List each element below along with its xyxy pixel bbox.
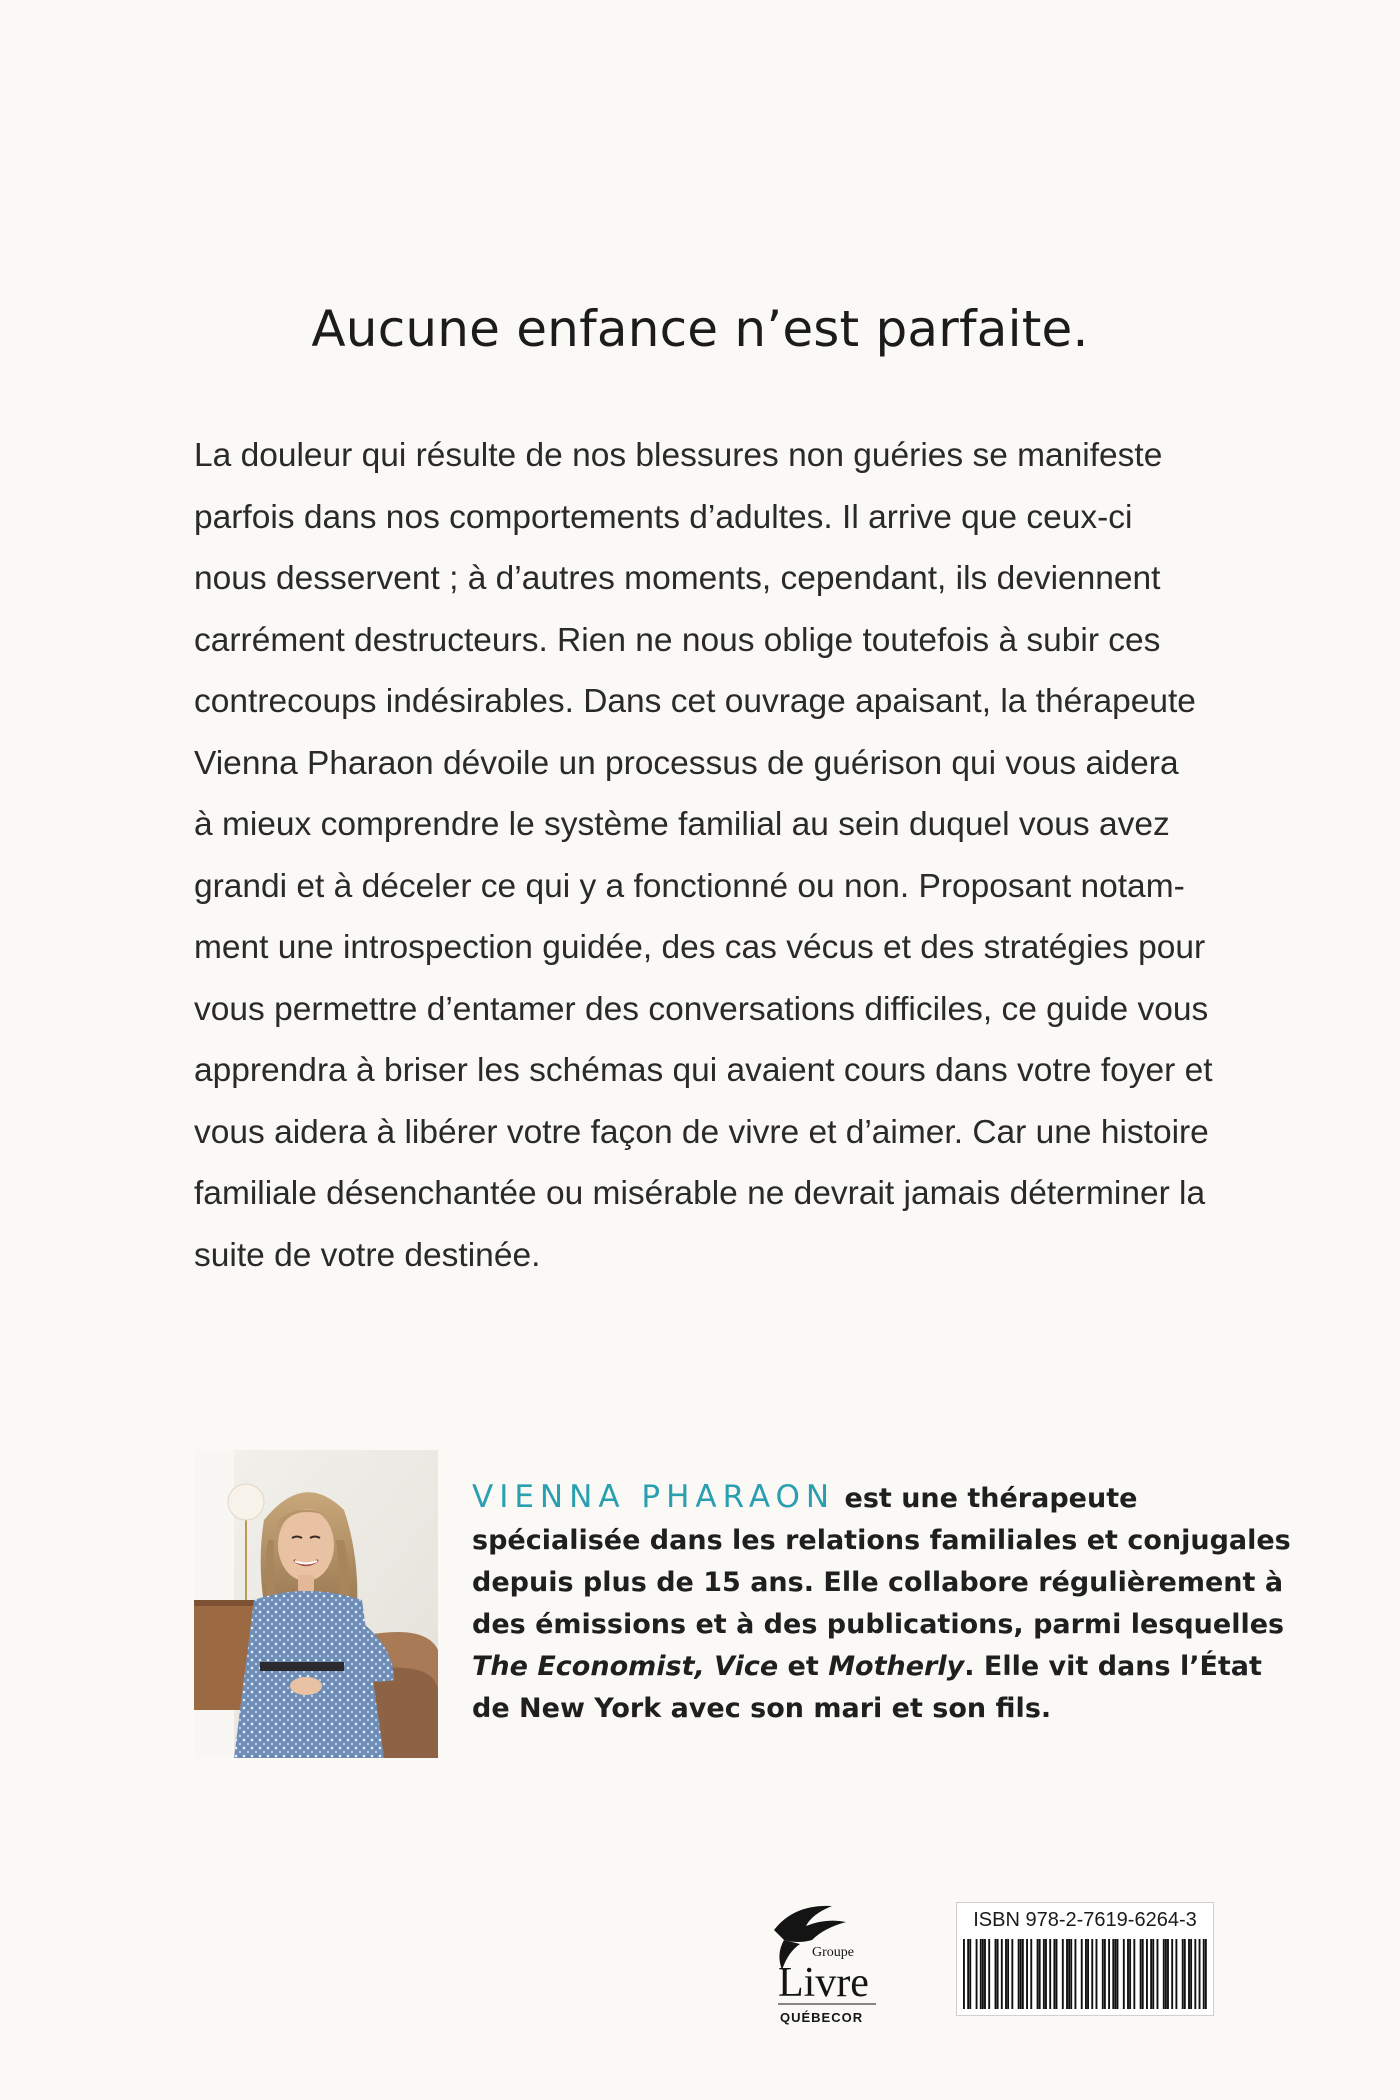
bio-text: . Elle vit dans l’État — [964, 1651, 1262, 1682]
blurb-line: vous permettre d’entamer des conversations difficiles, ce guide vous — [194, 990, 1209, 1028]
bio-line — [472, 1476, 1212, 1520]
blurb-line: contrecoups indésirables. Dans cet ouvrage apaisant, la thérapeute — [194, 683, 1196, 720]
publisher-name: Livre — [778, 1960, 869, 2006]
isbn-barcode — [956, 1902, 1214, 2016]
author-bio — [472, 1476, 1291, 1730]
barcode-bar — [1037, 1939, 1039, 2009]
blurb-line: suite de votre destinée. — [194, 1236, 541, 1274]
headline: Aucune enfance n’est parfaite. — [311, 300, 1089, 358]
blurb-line: La douleur qui résulte de nos blessures non guéries se manifeste — [194, 437, 1163, 474]
barcode-bar — [1194, 1939, 1196, 2009]
barcode-bar — [1045, 1939, 1047, 2009]
isbn-label: ISBN 978-2-7619-6264-3 — [973, 1909, 1197, 1931]
barcode-bar — [1053, 1939, 1055, 2009]
barcode-bar — [1133, 1939, 1135, 2009]
barcode-bar — [980, 1939, 982, 2009]
barcode-bar — [1203, 1939, 1205, 2009]
barcode-bar — [1140, 1939, 1142, 2009]
barcode-bar — [1114, 1939, 1116, 2009]
barcode-bar — [997, 1939, 999, 2009]
barcode-bar — [1062, 1939, 1064, 2009]
bio-line: des émissions et à des publications, parmi lesquelles — [472, 1609, 1285, 1640]
barcode-bar — [1171, 1939, 1173, 2009]
publication-name: Vice — [714, 1651, 779, 1682]
barcode-bar — [1068, 1939, 1070, 2009]
barcode-bar — [1043, 1939, 1045, 2009]
barcode-bar — [1157, 1939, 1159, 2009]
publisher-logo — [754, 1900, 894, 2030]
barcode-bar — [1070, 1939, 1072, 2009]
barcode-bar — [984, 1939, 986, 2009]
barcode-bar — [1096, 1939, 1098, 2009]
barcode-bar — [988, 1939, 990, 2009]
barcode-bar — [1049, 1939, 1051, 2009]
publication-name: Motherly — [828, 1651, 965, 1682]
barcode-bar — [1175, 1939, 1177, 2009]
barcode-bar — [1129, 1939, 1131, 2009]
barcode-bar — [1163, 1939, 1165, 2009]
barcode-bar — [1001, 1939, 1003, 2009]
blurb-line: familiale désenchantée ou misérable ne devrait jamais déterminer la — [194, 1175, 1206, 1212]
publisher-small: Groupe — [812, 1945, 854, 1960]
barcode-bar — [982, 1939, 984, 2009]
blurb-line: carrément destructeurs. Rien ne nous oblige toutefois à subir ces — [194, 621, 1161, 659]
author-photo — [194, 1450, 438, 1758]
bio-text: et — [778, 1651, 829, 1682]
blurb-line: apprendra à briser les schémas qui avaient cours dans votre foyer et — [194, 1052, 1213, 1089]
barcode-bar — [963, 1939, 965, 2009]
blurb-line: nous desservent ; à d’autres moments, cependant, ils deviennent — [194, 560, 1161, 597]
barcode-bar — [1199, 1939, 1201, 2009]
barcode-bar — [1104, 1939, 1106, 2009]
barcode-bar — [995, 1939, 997, 2009]
barcode-bar — [1056, 1939, 1058, 2009]
barcode-bar — [1112, 1939, 1114, 2009]
blurb-line: Vienna Pharaon dévoile un processus de guérison qui vous aidera — [194, 744, 1179, 782]
bio-line: de New York avec son mari et son fils. — [472, 1693, 1052, 1724]
bio-text: est une thérapeute — [835, 1483, 1138, 1514]
barcode-bar — [1102, 1939, 1104, 2009]
blurb-line: ment une introspection guidée, des cas vécus et des stratégies pour — [194, 929, 1206, 966]
barcode-bar — [1152, 1939, 1154, 2009]
barcode-bar — [969, 1939, 971, 2009]
publisher-sub: QUÉBECOR — [780, 2010, 864, 2025]
barcode-bar — [1081, 1939, 1083, 2009]
barcode-bar — [1127, 1939, 1129, 2009]
barcode-bar — [1146, 1939, 1148, 2009]
barcode-bar — [1182, 1939, 1184, 2009]
barcode-bar — [1117, 1939, 1119, 2009]
barcode-bar — [1022, 1939, 1024, 2009]
barcode-bar — [1190, 1939, 1192, 2009]
bio-line: spécialisée dans les relations familiales et conjugales — [472, 1525, 1291, 1556]
barcode-bar — [1007, 1939, 1009, 2009]
bio-text — [705, 1651, 714, 1682]
barcode-bar — [1066, 1939, 1068, 2009]
blurb-line: parfois dans nos comportements d’adultes. Il arrive que ceux-ci — [194, 498, 1133, 536]
barcode-bars — [963, 1939, 1207, 2009]
barcode-bar — [1205, 1939, 1207, 2009]
publication-name: The Economist, — [472, 1651, 705, 1682]
barcode-bar — [1108, 1939, 1110, 2009]
bio-line — [472, 1646, 1262, 1688]
bird-icon — [774, 1906, 846, 1942]
barcode-bar — [1123, 1939, 1125, 2009]
author-name: VIENNA PHARAON — [472, 1479, 836, 1515]
blurb — [194, 425, 1213, 1286]
blurb-line: vous aidera à libérer votre façon de vivre et d’aimer. Car une histoire — [194, 1113, 1209, 1151]
barcode-bar — [1030, 1939, 1032, 2009]
bio-line: depuis plus de 15 ans. Elle collabore régulièrement à — [472, 1567, 1284, 1598]
barcode-bar — [1142, 1939, 1144, 2009]
barcode-bar — [967, 1939, 969, 2009]
barcode-bar — [1085, 1939, 1087, 2009]
barcode-bar — [1091, 1939, 1093, 2009]
barcode-bar — [1150, 1939, 1152, 2009]
barcode-bar — [1011, 1939, 1013, 2009]
barcode-bar — [1165, 1939, 1167, 2009]
barcode-bar — [1184, 1939, 1186, 2009]
blurb-line: à mieux comprendre le système familial au sein duquel vous avez — [194, 806, 1170, 843]
blurb-line: grandi et à déceler ce qui y a fonctionné ou non. Proposant notam- — [194, 867, 1185, 905]
barcode-bar — [1005, 1939, 1007, 2009]
barcode-bar — [1087, 1939, 1089, 2009]
barcode-bar — [1020, 1939, 1022, 2009]
barcode-bar — [1026, 1939, 1028, 2009]
barcode-bar — [1188, 1939, 1190, 2009]
barcode-bar — [1074, 1939, 1076, 2009]
barcode-bar — [1167, 1939, 1169, 2009]
barcode-bar — [1018, 1939, 1020, 2009]
barcode-bar — [1039, 1939, 1041, 2009]
barcode-bar — [976, 1939, 978, 2009]
